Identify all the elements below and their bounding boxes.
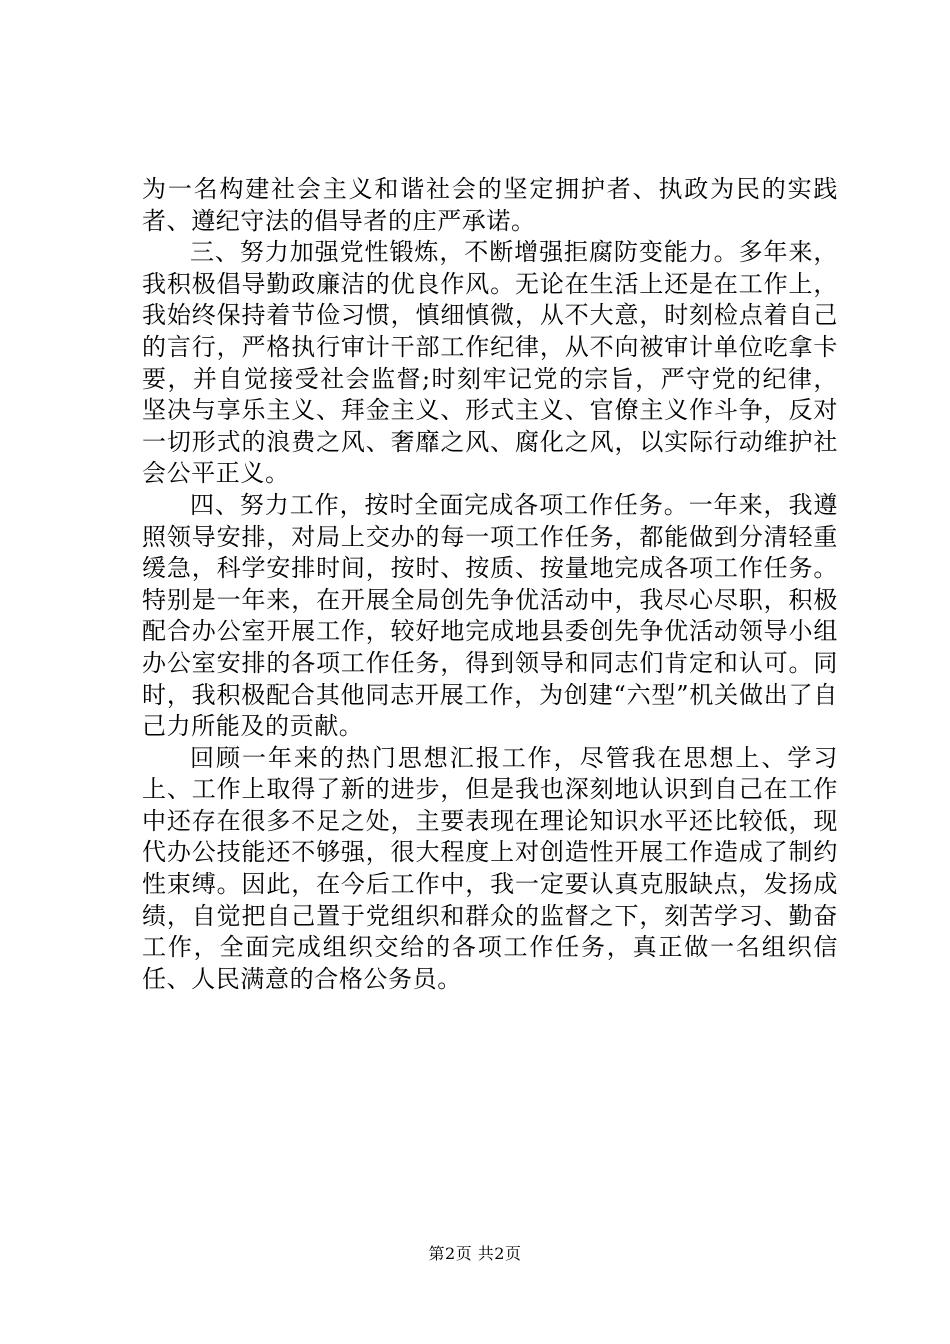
paragraph-continuation: 为一名构建社会主义和谐社会的坚定拥护者、执政为民的实践者、遵纪守法的倡导者的庄严承诺。 xyxy=(142,175,838,235)
paragraph-work-tasks: 四、努力工作，按时全面完成各项工作任务。一年来，我遵照领导安排，对局上交办的每一项工作任务，都能做到分清轻重缓急，科学安排时间，按时、按质、按量地完成各项工作任务。特别是一年来，在开展全局创先争优活动中，我尽心尽职，积极配合办公室开展工作，较好地完成地县委创先争优活动领导小组办公室安排的各项工作任务，得到领导和同志们肯定和认可。同时，我积极配合其他同志开展工作，为创建“六型”机关做出了自己力所能及的贡献。 xyxy=(142,490,838,741)
paragraph-party-discipline: 三、努力加强党性锻炼，不断增强拒腐防变能力。多年来，我积极倡导勤政廉洁的优良作风。无论在生活上还是在工作上，我始终保持着节俭习惯，慎细慎微，从不大意，时刻检点着自己的言行，严格执行审计干部工作纪律，从不向被审计单位吃拿卡要，并自觉接受社会监督;时刻牢记党的宗旨，严守党的纪律，坚决与享乐主义、拜金主义、形式主义、官僚主义作斗争，反对一切形式的浪费之风、奢靡之风、腐化之风，以实际行动维护社会公平正义。 xyxy=(142,238,838,488)
page-number-footer: 第2页 共2页 xyxy=(428,1244,522,1263)
paragraph-review-summary: 回顾一年来的热门思想汇报工作，尽管我在思想上、学习上、工作上取得了新的进步，但是我也深刻地认识到自己在工作中还存在很多不足之处，主要表现在理论知识水平还比较低，现代办公技能还不够强，很大程度上对创造性开展工作造成了制约性束缚。因此，在今后工作中，我一定要认真克服缺点，发扬成绩，自觉把自己置于党组织和群众的监督之下，刻苦学习、勤奋工作，全面完成组织交给的各项工作任务，真正做一名组织信任、人民满意的合格公务员。 xyxy=(142,743,838,993)
document-body xyxy=(142,174,838,995)
